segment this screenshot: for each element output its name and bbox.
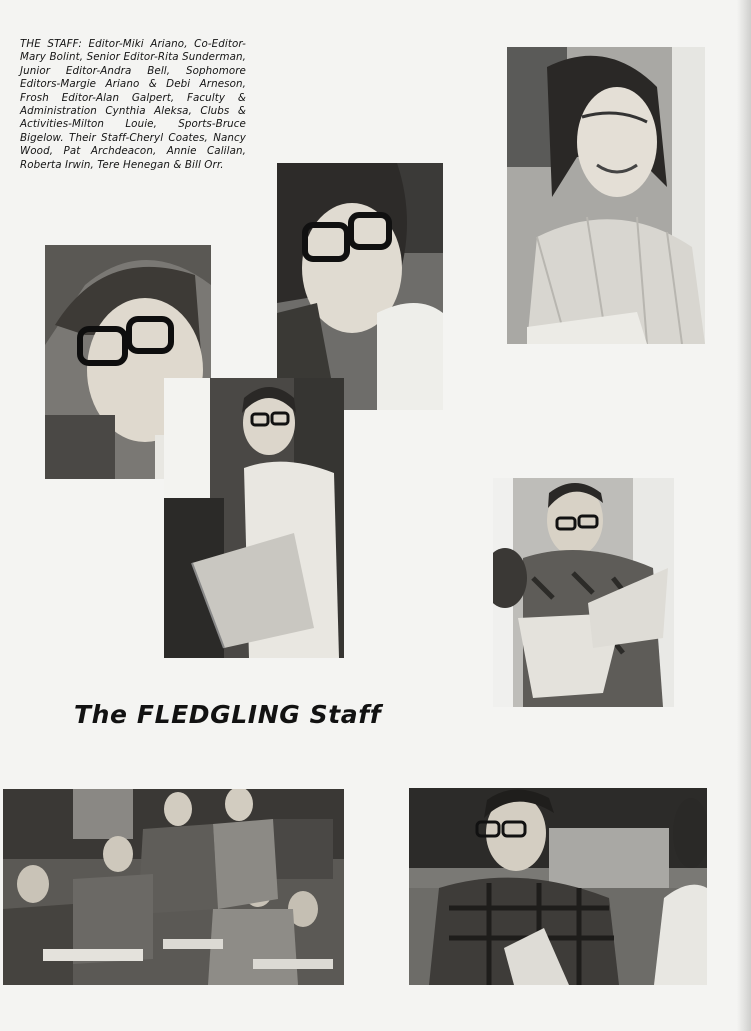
photo-boy-outdoors: [409, 788, 707, 985]
photo-student-with-glasses: [277, 163, 443, 410]
staff-caption: THE STAFF: Editor-Miki Ariano, Co-Editor-Mary Bolint, Senior Editor-Rita Sunderman, Junior Editor-Andra Bell, Sophomore Editors-Margie Ariano & Debi Arneson, Frosh Editor-Alan Galpert, Faculty & Administration Cynthia Aleksa, Clubs & Activities-Milton Louie, Sports-Bruce Bigelow. Their Staff-Cheryl Coates, Nancy Wood, Pat Archdeacon, Annie Calilan, Roberta Irwin, Tere Henegan & Bill Orr.: [20, 38, 246, 171]
photo-students-reading: [493, 478, 674, 707]
photo-smiling-student: [507, 47, 705, 344]
photo-classroom-group: [3, 789, 344, 985]
photo-student-holding-folder: [164, 378, 344, 658]
page-edge-shadow: [737, 0, 751, 1031]
page-title: The FLEDGLING Staff: [74, 700, 382, 729]
